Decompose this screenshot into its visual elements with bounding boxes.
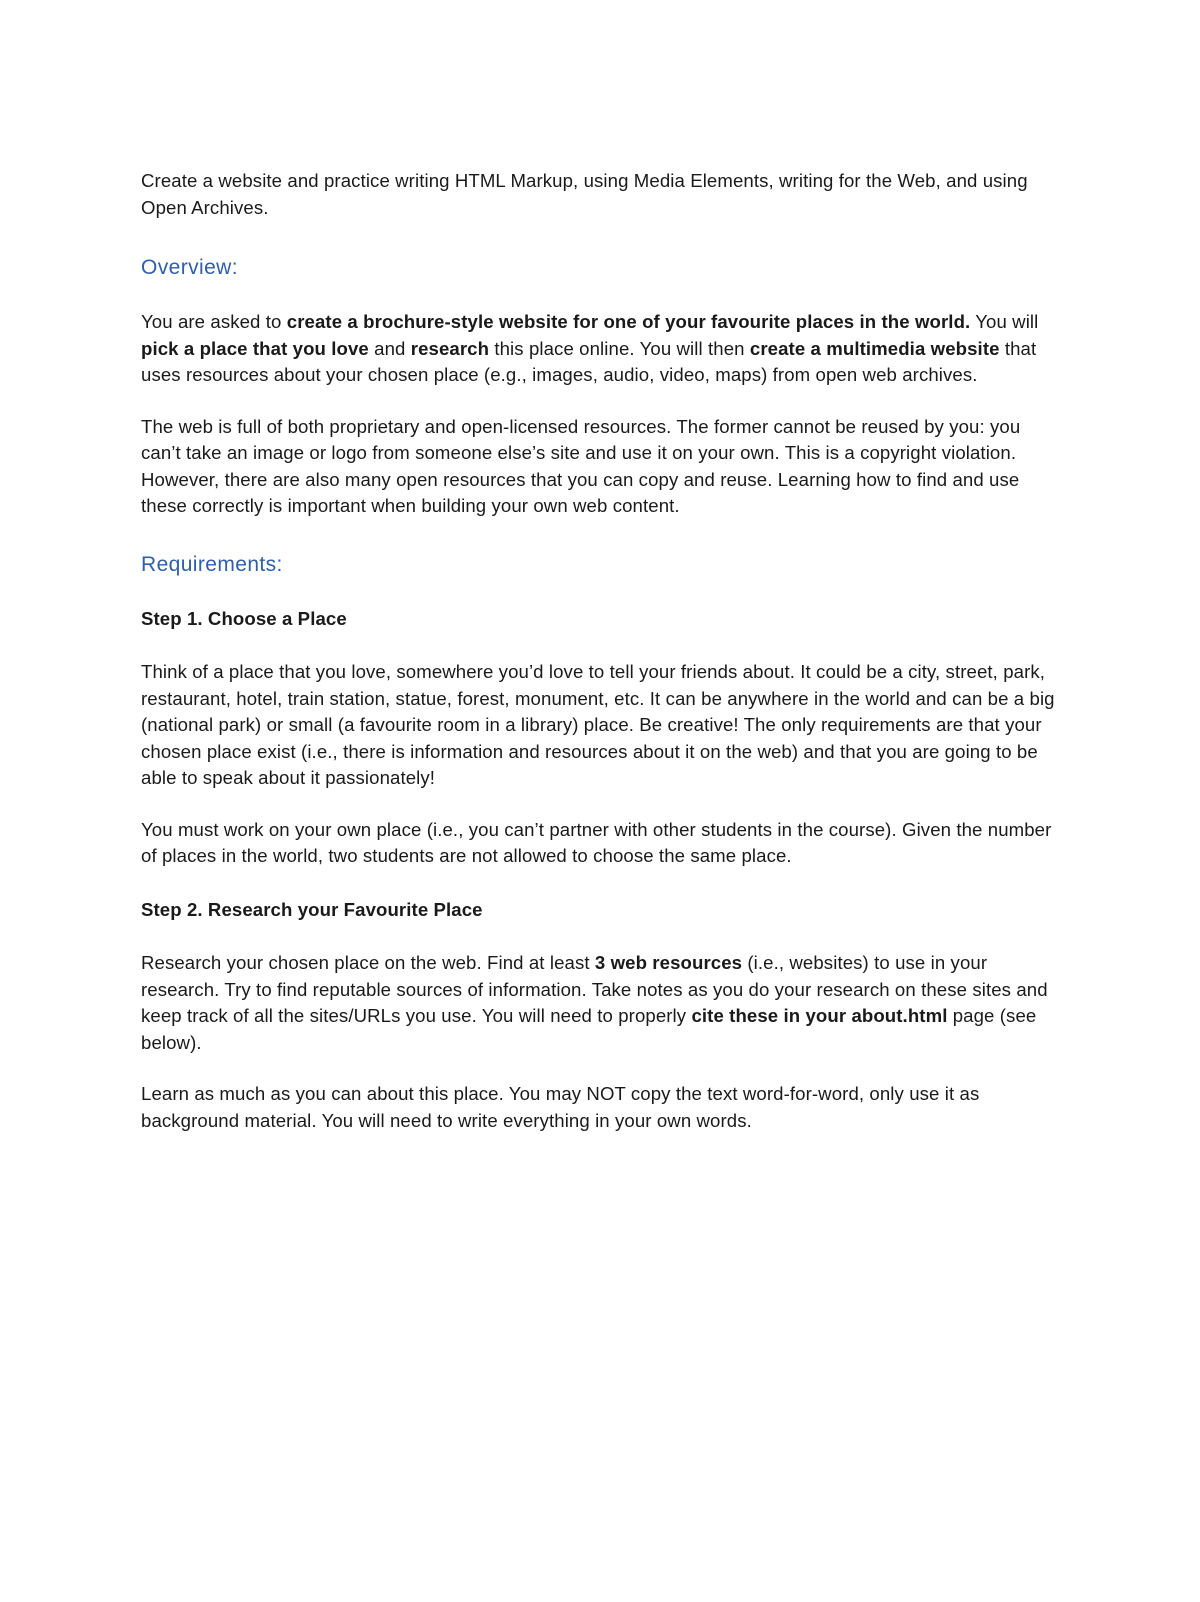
text-run: You will <box>970 311 1039 332</box>
step-1-paragraph-2: You must work on your own place (i.e., you can’t partner with other students in the course). Given the number of places in the world, two students are not allowed to choose the same place. <box>141 818 1052 866</box>
text-run: and <box>368 337 411 359</box>
document-body <box>141 168 1061 1134</box>
requirements-heading: Requirements: <box>141 552 283 576</box>
bold-text-run: cite these in your about.html <box>691 1005 948 1026</box>
text-run: You are asked to <box>141 311 287 332</box>
bold-text-run: 3 web resources <box>594 952 743 973</box>
text-run: Research your chosen place on the web. Find at least <box>141 952 595 973</box>
text-run: that uses resources about your chosen place (e.g., images, audio, video, maps) from open web archives. <box>141 337 1037 385</box>
overview-heading: Overview: <box>141 256 238 279</box>
bold-text-run: research <box>410 337 490 359</box>
text-run: page (see below). <box>141 1005 1037 1053</box>
intro-paragraph: Create a website and practice writing HTML Markup, using Media Elements, writing for the Web, and using Open Archives. <box>141 170 1028 218</box>
bold-text-run: create a multimedia website <box>749 337 1000 359</box>
bold-text-run: pick a place that you love <box>141 337 369 359</box>
step-2-paragraph-2: Learn as much as you can about this place. You may NOT copy the text word-for-word, only use it as background material. You will need to write everything in your own words. <box>141 1083 980 1131</box>
text-run: (i.e., websites) to use in your research. Try to find reputable sources of information. Take notes as you do your research on these sites and keep track of all the sites/URLs you use. You will need to properly <box>141 952 1048 1026</box>
step-2-paragraph-1 <box>141 950 1061 1056</box>
overview-paragraph-2: The web is full of both proprietary and open-licensed resources. The former cannot be reused by you: you can’t take an image or logo from someone else’s site and use it on your own. This is a copyright violation. However, there are also many open resources that you can copy and reuse. Learning how to find and use these correctly is important when building your own web content. <box>141 415 1021 516</box>
step-2-heading: Step 2. Research your Favourite Place <box>141 898 483 920</box>
step-1-heading: Step 1. Choose a Place <box>141 607 347 629</box>
bold-text-run: create a brochure-style website for one of your favourite places in the world. <box>286 311 971 332</box>
step-1-paragraph-1: Think of a place that you love, somewhere you’d love to tell your friends about. It could be a city, street, park, restaurant, hotel, train station, statue, forest, monument, etc. It can be anywhere in the world and can be a big (national park) or small (a favourite room in a library) place. Be creative! The only requirements are that your chosen place exist (i.e., there is information and resources about it on the web) and that you are going to be able to speak about it passionately! <box>141 661 1055 788</box>
text-run: this place online. You will then <box>489 337 750 359</box>
overview-paragraph-1 <box>141 309 1061 389</box>
